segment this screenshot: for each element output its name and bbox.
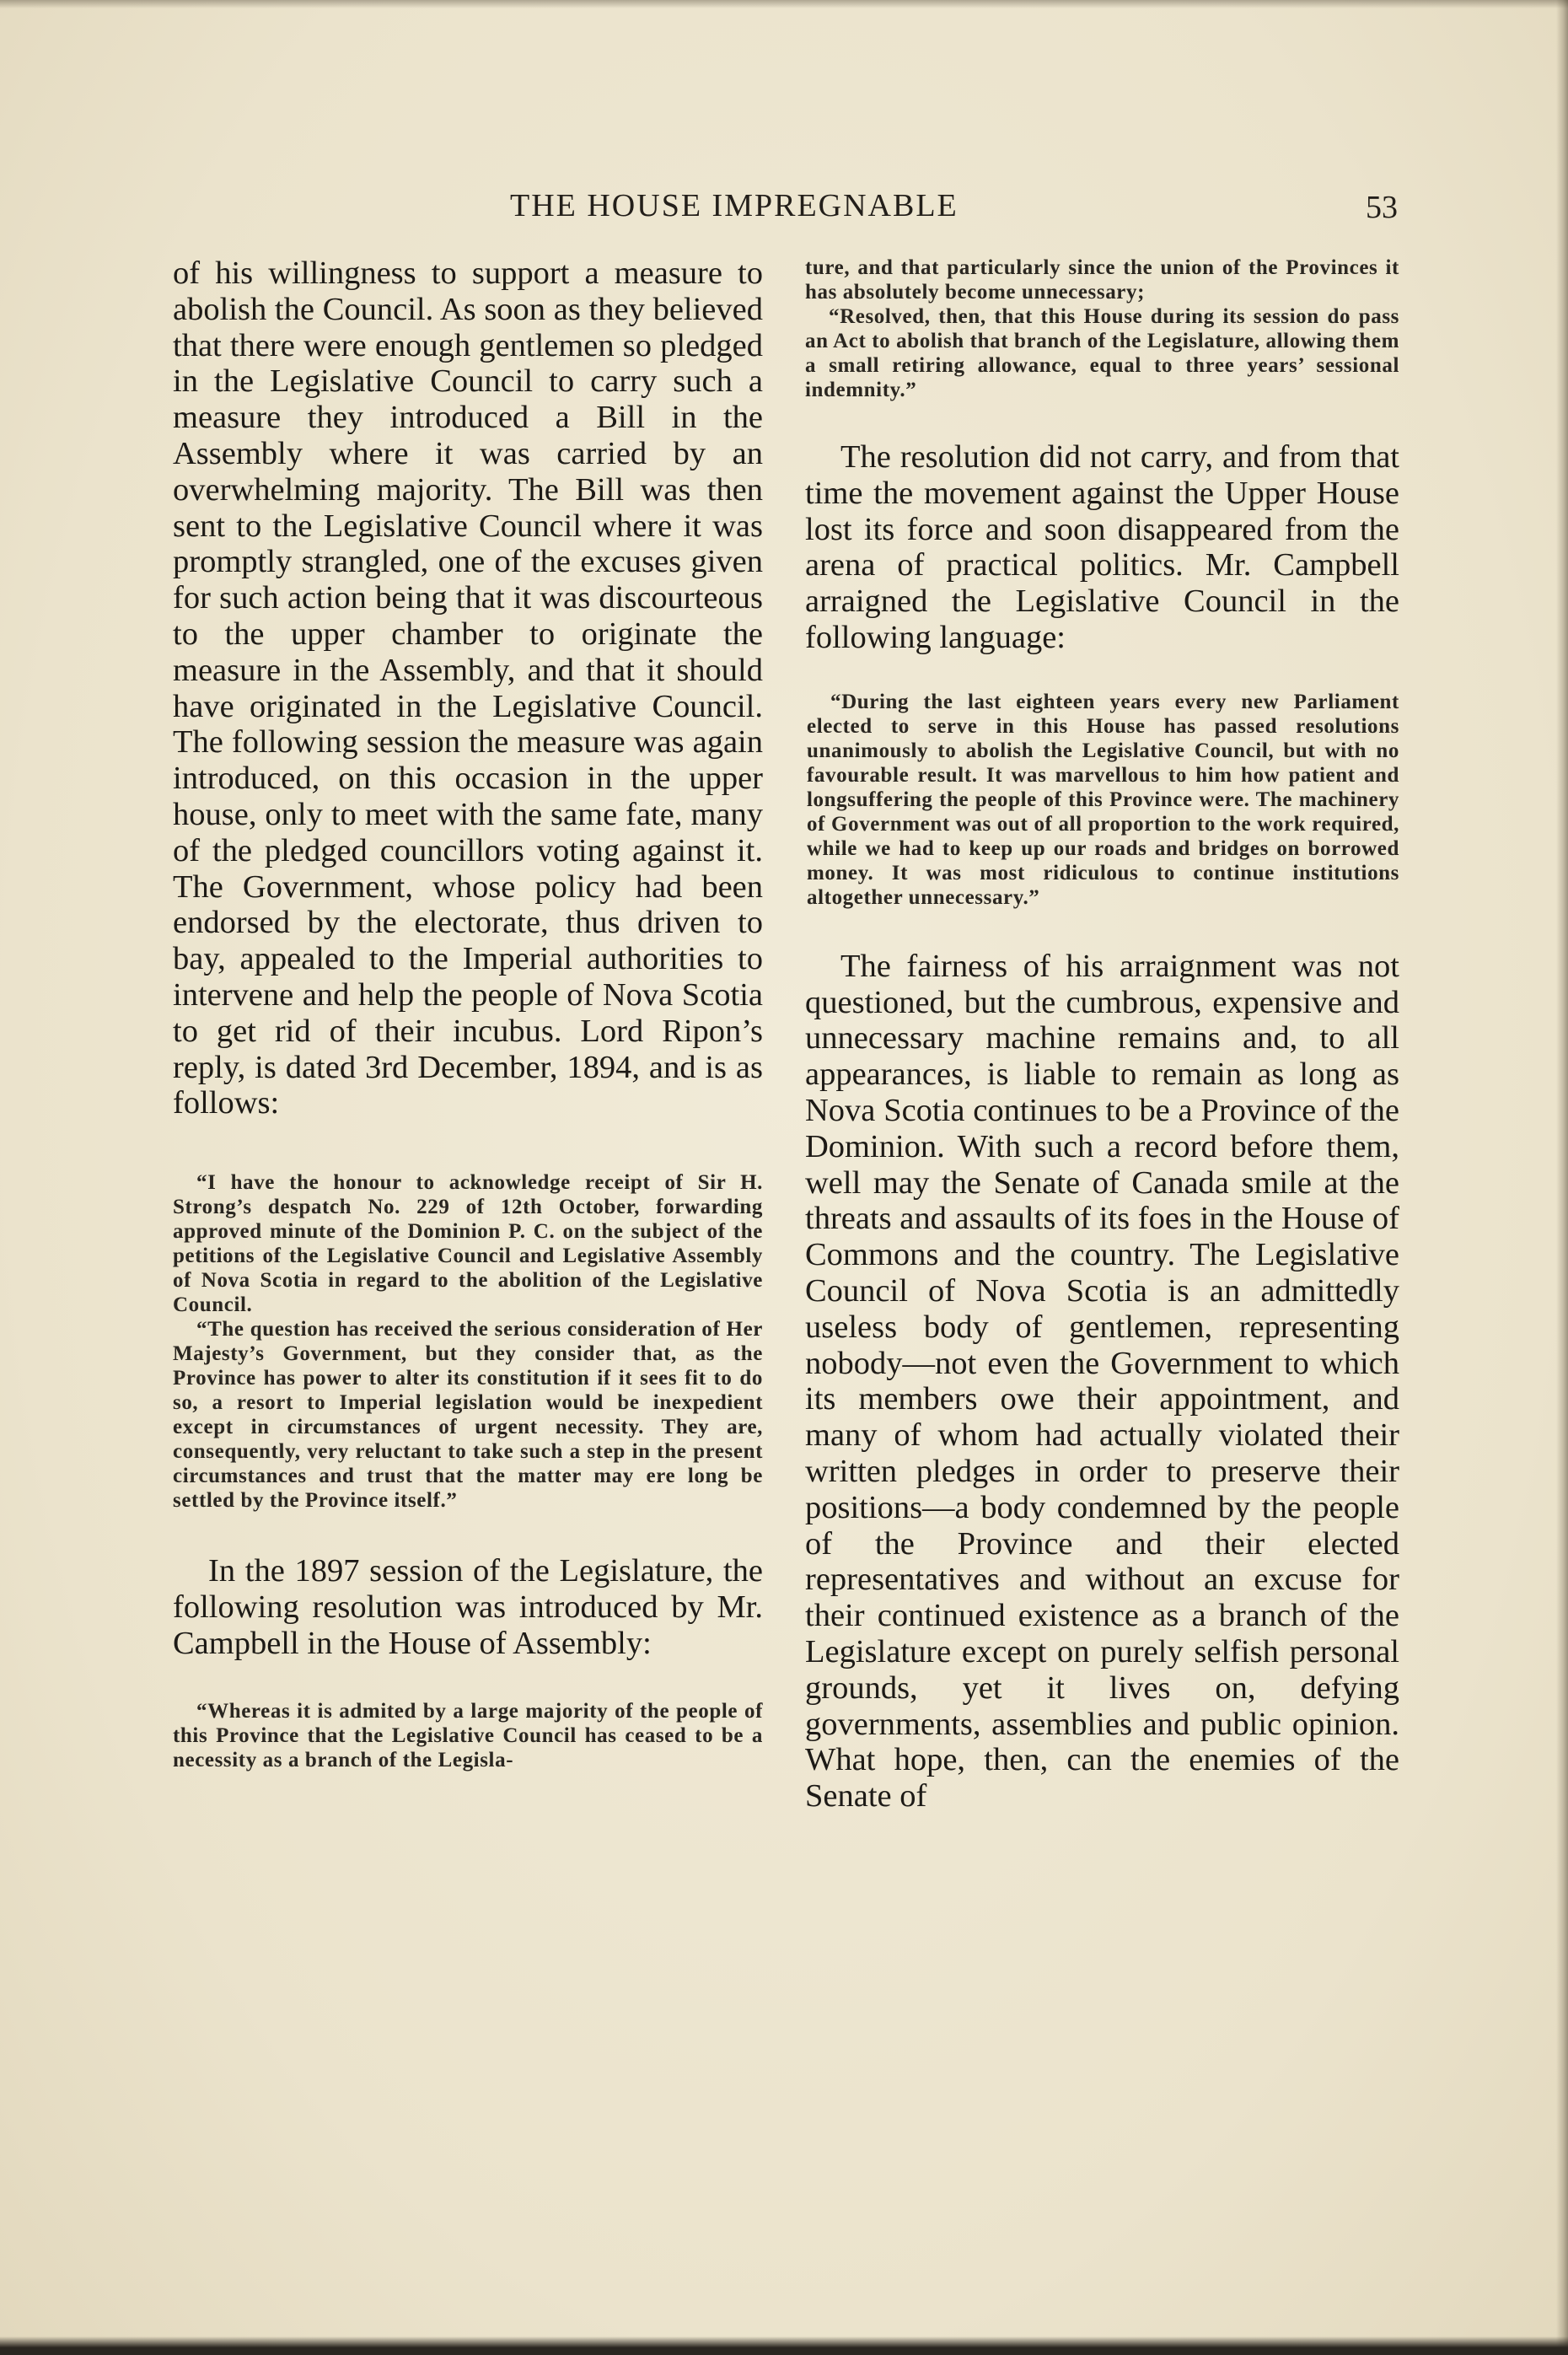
block-quote-ripon [173,1170,763,1513]
page-bottom-edge [0,2336,1568,2355]
body-paragraph: In the 1897 session of the Legislature, the following resolution was introduced by Mr. Campbell in the House of Assembly: [173,1553,763,1661]
quote-paragraph: “Whereas it is admited by a large majority of the people of this Province that the Legislative Council has ceased to be a necessity as a branch of the Legisla- [173,1699,763,1772]
quote-paragraph: “During the last eighteen years every new Parliament elected to serve in this House has passed resolutions unanimously to abolish the Legislative Council, but with no favourable result. It was marvellous to him how patient and longsuffering the people of this Province were. The machinery of Government was out of all proportion to the work required, while we had to keep up our roads and bridges on borrowed money. It was most ridiculous to continue institutions altogether unnecessary.” [807,690,1399,909]
page-right-shadow [1556,0,1568,2355]
body-paragraph: The resolution did not carry, and from that time the movement against the Upper House lost its force and soon disappeared from the arena of practical politics. Mr. Campbell arraigned the Legislative Council in the following language: [805,439,1399,655]
block-quote-resolution-continued [805,255,1399,402]
quote-paragraph: “Resolved, then, that this House during its session do pass an Act to abolish that branch of the Legislature, allowing them a small retiring allowance, equal to three years’ sessional indemnity.” [805,305,1399,401]
block-quote-resolution [173,1699,763,1772]
running-title: THE HOUSE IMPREGNABLE [510,188,959,223]
quote-paragraph: “The question has received the serious consideration of Her Majesty’s Government, but they consider that, as the Province has power to alter its constitution if it sees fit to do so, a resort to Imperial legislation would be inexpedient except in circumstances of urgent necessity. They are, consequently, very reluctant to take such a step in the present circumstances and trust that the matter may ere long be settled by the Province itself.” [173,1318,763,1513]
block-quote-campbell [805,690,1399,910]
body-paragraph: The fairness of his arraignment was not questioned, but the cumbrous, expensive and unnecessary machine remains and, to all appearances, is liable to remain as long as Nova Scotia continues to be a Province of the Dominion. With such a record before them, well may the Senate of Canada smile at the threats and assaults of its foes in the House of Commons and the country. The Legislative Council of Nova Scotia is an admittedly useless body of gentlemen, representing nobody—not even the Government to which its members owe their appointment, and many of whom had actually violated their written pledges in order to preserve their positions—a body condemned by the people of the Province and their elected representatives and without an excuse for their continued existence as a branch of the Legislature except on purely selfish personal grounds, yet it lives on, defying governments, assemblies and public opinion. What hope, then, can the enemies of the Senate of [805,948,1399,1815]
right-column [805,255,1399,1815]
quote-paragraph: “I have the honour to acknowledge receipt of Sir H. Strong’s despatch No. 229 of 12th October, forwarding approved minute of the Dominion P. C. on the subject of the petitions of the Legislative Council and Legislative Assembly of Nova Scotia in regard to the abolition of the Legislative Council. [173,1171,763,1317]
left-column [173,255,763,1772]
page-top-shadow [0,0,1568,8]
body-paragraph: of his willingness to support a measure to abolish the Council. As soon as they believed that there were enough gentlemen so pledged in the Legislative Council to carry such a measure they introduced a Bill in the Assembly where it was carried by an overwhelming majority. The Bill was then sent to the Legislative Council where it was promptly strangled, one of the excuses given for such action being that it was discourteous to the upper chamber to originate the measure in the Assembly, and that it should have originated in the Legislative Council. The following session the measure was again introduced, on this occasion in the upper house, only to meet with the same fate, many of the pledged councillors voting against it. The Government, whose policy had been endorsed by the electorate, thus driven to bay, appealed to the Imperial authorities to intervene and help the people of Nova Scotia to get rid of their incubus. Lord Ripon’s reply, is dated 3rd December, 1894, and is as follows: [173,255,763,1121]
page-number: 53 [1366,190,1398,225]
quote-paragraph: ture, and that particularly since the union of the Provinces it has absolutely become unnecessary; [805,256,1399,304]
